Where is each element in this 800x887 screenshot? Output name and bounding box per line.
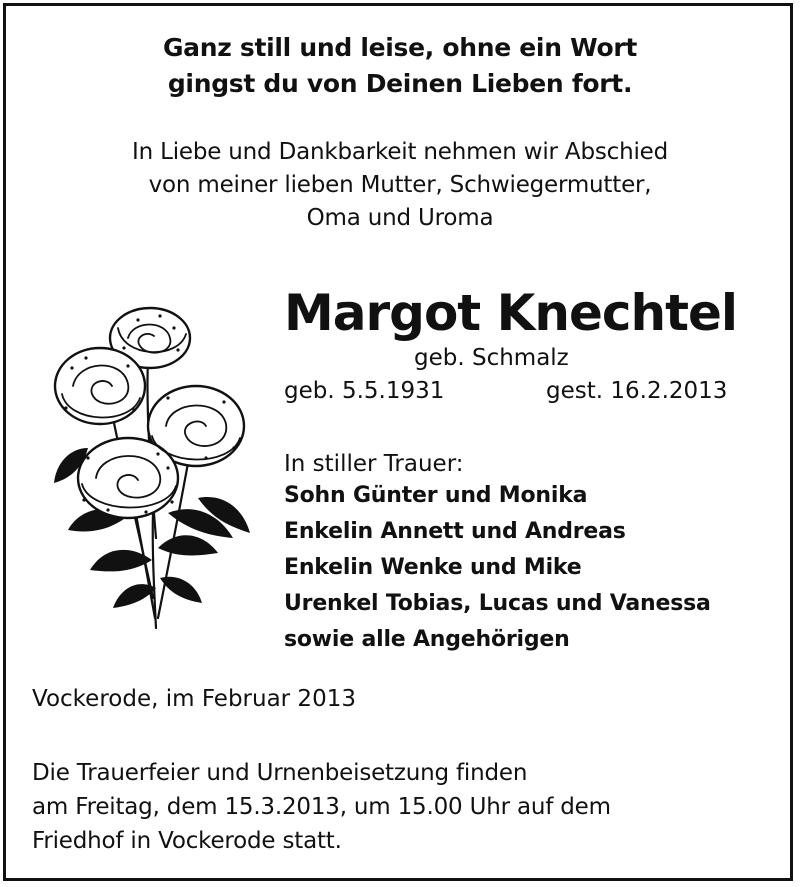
funeral-line-1: Die Trauerfeier und Urnenbeisetzung finden [32, 760, 528, 786]
mourning-heading: In stiller Trauer: [284, 451, 464, 477]
roses-bouquet-icon [28, 298, 260, 634]
funeral-line-2: am Freitag, dem 15.3.2013, um 15.00 Uhr auf dem [32, 794, 611, 820]
motto-line-1: Ganz still und leise, ohne ein Wort [162, 33, 638, 62]
motto-line-2: gingst du von Deinen Lieben fort. [167, 69, 633, 98]
intro-line-2: von meiner lieben Mutter, Schwiegermutter, [148, 172, 652, 198]
place-and-date: Vockerode, im Februar 2013 [32, 686, 356, 712]
intro-text [0, 136, 800, 235]
funeral-line-3: Friedhof in Vockerode statt. [32, 828, 342, 854]
mourners-list [284, 478, 711, 658]
birth-date: geb. 5.5.1931 [284, 378, 445, 404]
mourner-entry: Sohn Günter und Monika [284, 483, 588, 508]
death-date: gest. 16.2.2013 [546, 378, 728, 404]
mourner-entry: Urenkel Tobias, Lucas und Vanessa [284, 591, 711, 616]
intro-line-3: Oma und Uroma [306, 205, 494, 231]
motto-verse [0, 30, 800, 102]
intro-line-1: In Liebe und Dankbarkeit nehmen wir Abschied [132, 139, 668, 165]
mourner-entry: sowie alle Angehörigen [284, 627, 570, 652]
funeral-notice [32, 756, 611, 858]
mourner-entry: Enkelin Annett und Andreas [284, 519, 626, 544]
mourner-entry: Enkelin Wenke und Mike [284, 555, 582, 580]
maiden-name: geb. Schmalz [414, 345, 569, 371]
deceased-name: Margot Knechtel [284, 284, 738, 342]
